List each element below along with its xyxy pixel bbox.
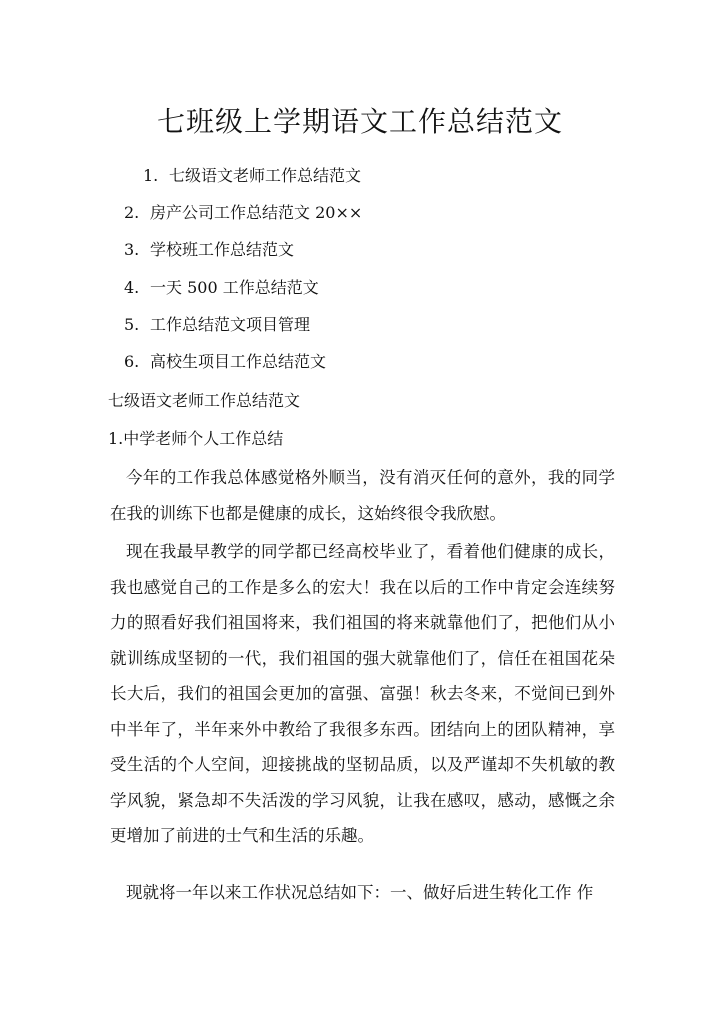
document-title: 七班级上学期语文工作总结范文 [156,105,563,138]
toc-item[interactable] [124,313,310,337]
toc-item[interactable] [124,350,326,374]
toc-number: 1. [143,166,159,185]
toc-item[interactable] [124,238,294,262]
toc-text: 工作总结范文项目管理 [150,315,311,334]
subheading: 1.中学老师个人工作总结 [108,429,284,448]
toc-number: 5. [124,315,140,334]
body-paragraph: 今年的工作我总体感觉格外顺当，没有消灭任何的意外，我的同学在我的训练下也都是健康的成长，这始终很令我欣慰。 [110,468,615,523]
toc-text: 一天 500 工作总结范文 [150,278,319,297]
body-paragraph: 现就将一年以来工作状况总结如下：一、做好后进生转化工作 作 [126,883,594,902]
section-heading: 七级语文老师工作总结范文 [108,391,301,410]
toc-item[interactable] [124,201,362,225]
toc-number: 4. [124,278,140,297]
toc-text: 高校生项目工作总结范文 [150,352,327,371]
toc-item[interactable] [124,276,319,300]
toc-text: 房产公司工作总结范文 20×× [150,203,363,222]
body-paragraph: 现在我最早教学的同学都已经高校毕业了，看着他们健康的成长，我也感觉自己的工作是多么的宏大！我在以后的工作中肯定会连续努力的照看好我们祖国将来，我们祖国的将来就靠他们了，把他们从小就训练成坚韧的一代，我们祖国的强大就靠他们了，信任在祖国花朵长大后，我们的祖国会更加的富强、富强！秋去冬来，不觉间已到外中半年了，半年来外中教给了我很多东西。团结向上的团队精神，享受生活的个人空间，迎接挑战的坚韧品质，以及严谨却不失机敏的教学风貌，紧急却不失活泼的学习风貌，让我在感叹，感动，感慨之余更增加了前进的士气和生活的乐趣。 [110,542,615,845]
toc-number: 6. [124,352,140,371]
toc-item[interactable] [143,164,361,188]
toc-number: 2. [124,203,140,222]
toc-number: 3. [124,240,140,259]
toc-text: 七级语文老师工作总结范文 [169,166,362,185]
toc-text: 学校班工作总结范文 [150,240,295,259]
